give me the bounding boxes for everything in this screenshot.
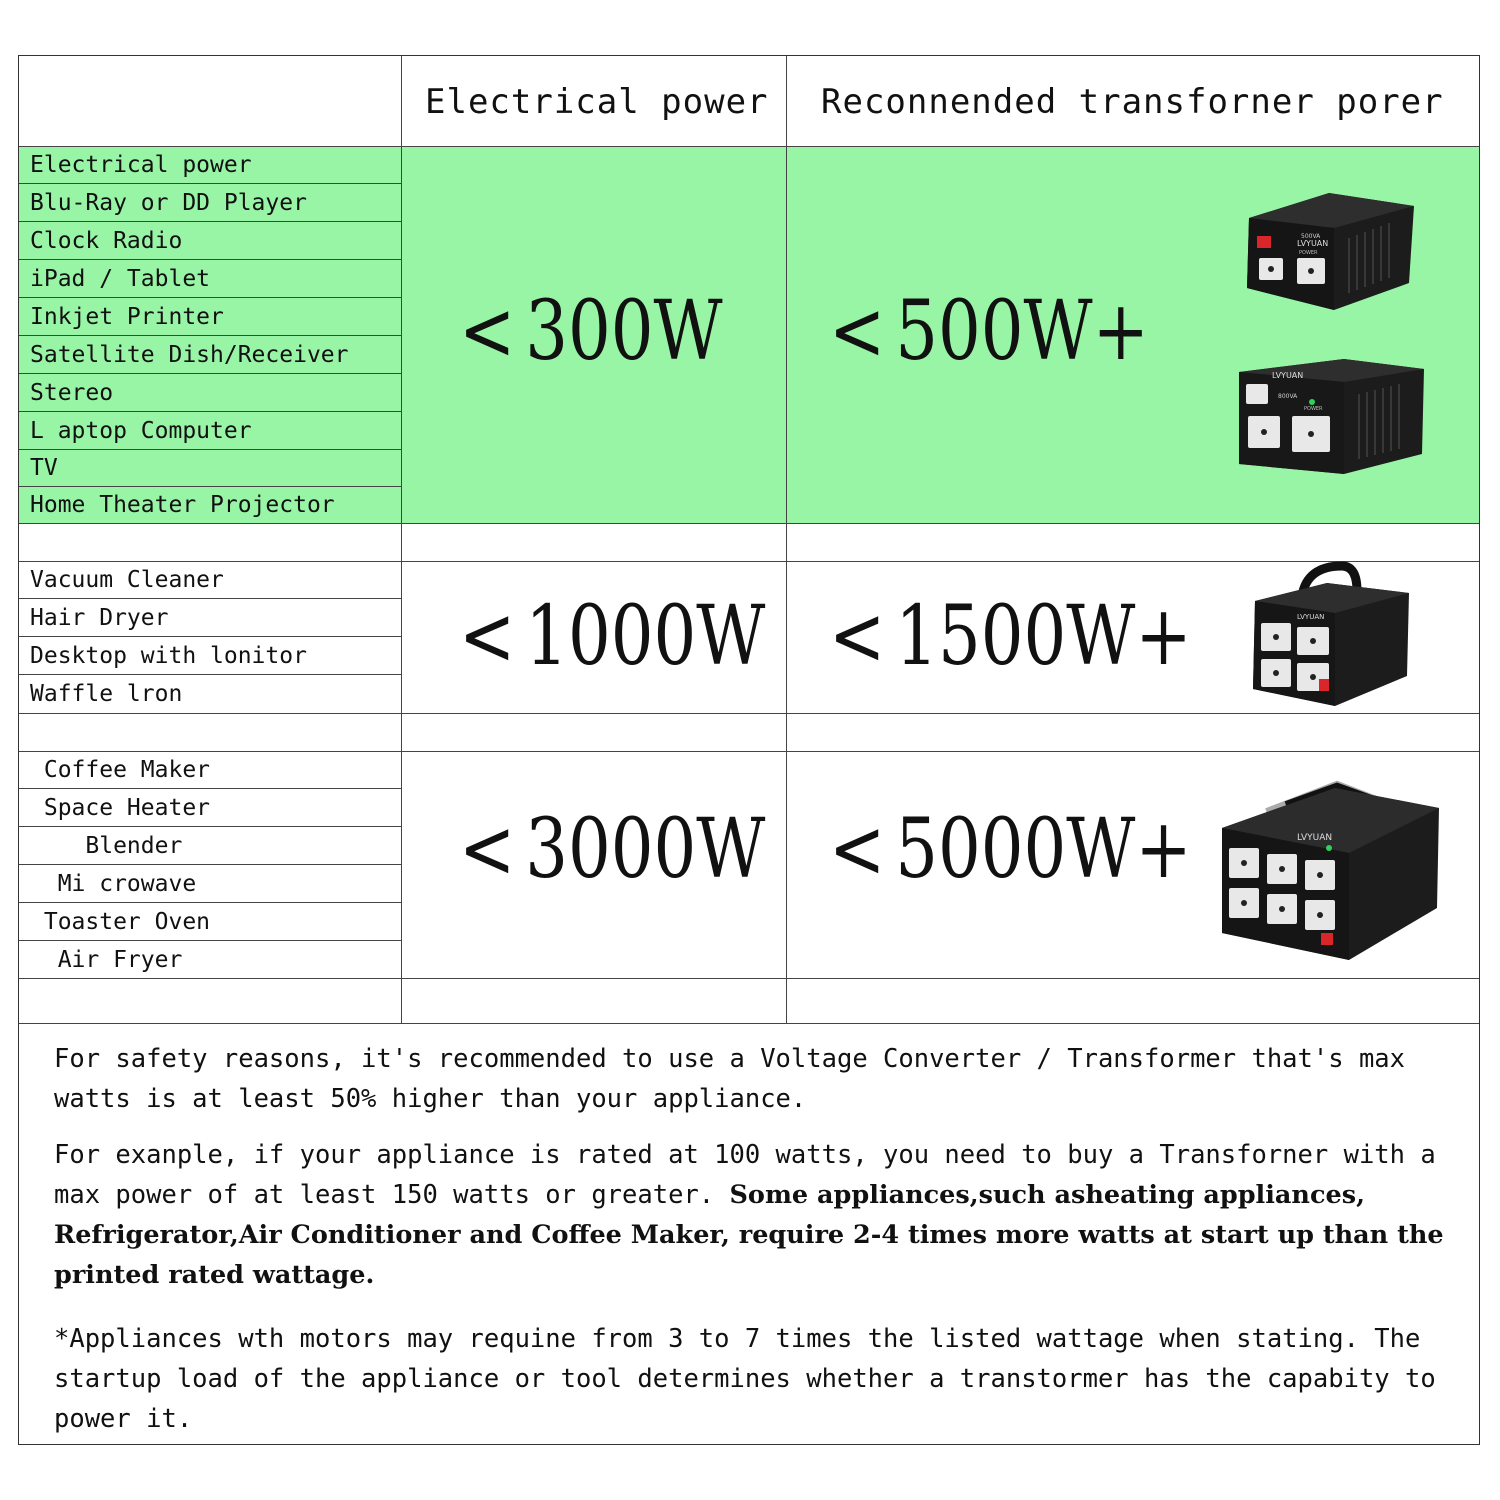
transformer-500va-image xyxy=(1239,188,1419,313)
transformer-power-label: POWER xyxy=(1299,250,1318,256)
note-example-bold: Some appliances,such asheating appliances, Refrigerator,Air Conditioner and Coffee Maker, require 2-4 times more watts at start up than the printed rated wattage. xyxy=(54,1180,1444,1290)
transformer-rating: 500VA xyxy=(1301,233,1321,240)
comparison-table xyxy=(18,55,1480,1445)
note-example-plain: For exanple, if your appliance is rated at 100 watts, you need to buy a Transforner with a max power of at least 150 watts or greater. xyxy=(54,1140,1436,1210)
list-item: Desktop with lonitor xyxy=(19,637,401,675)
transformer-brand: LVYUAN xyxy=(1272,371,1304,380)
list-item: Stereo xyxy=(19,374,401,412)
list-item: Satellite Dish/Receiver xyxy=(19,336,401,374)
list-item: Toaster Oven xyxy=(19,903,401,941)
list-item: L aptop Computer xyxy=(19,412,401,450)
note-example xyxy=(54,1135,1464,1295)
list-item: Waffle lron xyxy=(30,681,183,707)
list-item: Inkjet Printer xyxy=(19,298,401,336)
transformer-brand: LVYUAN xyxy=(1297,239,1329,248)
group1-recommended-value: < 500W+ xyxy=(829,284,1149,379)
group3-power-value: < 3000W xyxy=(459,802,766,897)
transformer-brand: LVYUAN xyxy=(1297,833,1333,843)
list-item: Mi crowave xyxy=(19,865,401,903)
transformer-rating: 800VA xyxy=(1278,393,1298,400)
list-item: Electrical power xyxy=(19,146,401,184)
transformer-power-label: POWER xyxy=(1304,406,1323,412)
group1-power-value: < 300W xyxy=(459,284,723,379)
list-item: Hair Dryer xyxy=(19,599,401,637)
group2-recommended-value: < 1500W+ xyxy=(829,589,1192,684)
transformer-1500w-image xyxy=(1247,561,1417,711)
list-item: Vacuum Cleaner xyxy=(19,561,401,599)
group3-recommended-value: < 5000W+ xyxy=(829,802,1192,897)
note-safety: For safety reasons, it's recommended to use a Voltage Converter / Transformer that's max watts is at least 50% higher than your appliance. xyxy=(54,1044,1406,1114)
group2-power-value: < 1000W xyxy=(459,589,766,684)
list-item: Blender xyxy=(19,827,401,865)
header-recommended-power: Reconnended transforner porer xyxy=(821,82,1444,122)
list-item: Air Fryer xyxy=(30,946,183,973)
transformer-800va-image xyxy=(1234,354,1429,479)
list-item: iPad / Tablet xyxy=(19,260,401,298)
note-motors: *Appliances wth motors may requine from 3 to 7 times the listed wattage when stating. The startup load of the appliance or tool determines whether a transtormer has the capabity to power it. xyxy=(54,1324,1436,1434)
transformer-5000w-image xyxy=(1217,768,1447,968)
list-item: TV xyxy=(19,450,401,487)
header-electrical-power: Electrical power xyxy=(425,82,769,122)
list-item: Blu-Ray or DD Player xyxy=(19,184,401,222)
list-item: Home Theater Projector xyxy=(30,492,335,518)
list-item: Coffee Maker xyxy=(19,751,401,789)
list-item: Space Heater xyxy=(19,789,401,827)
transformer-brand: LVYUAN xyxy=(1297,613,1325,621)
list-item: Clock Radio xyxy=(19,222,401,260)
